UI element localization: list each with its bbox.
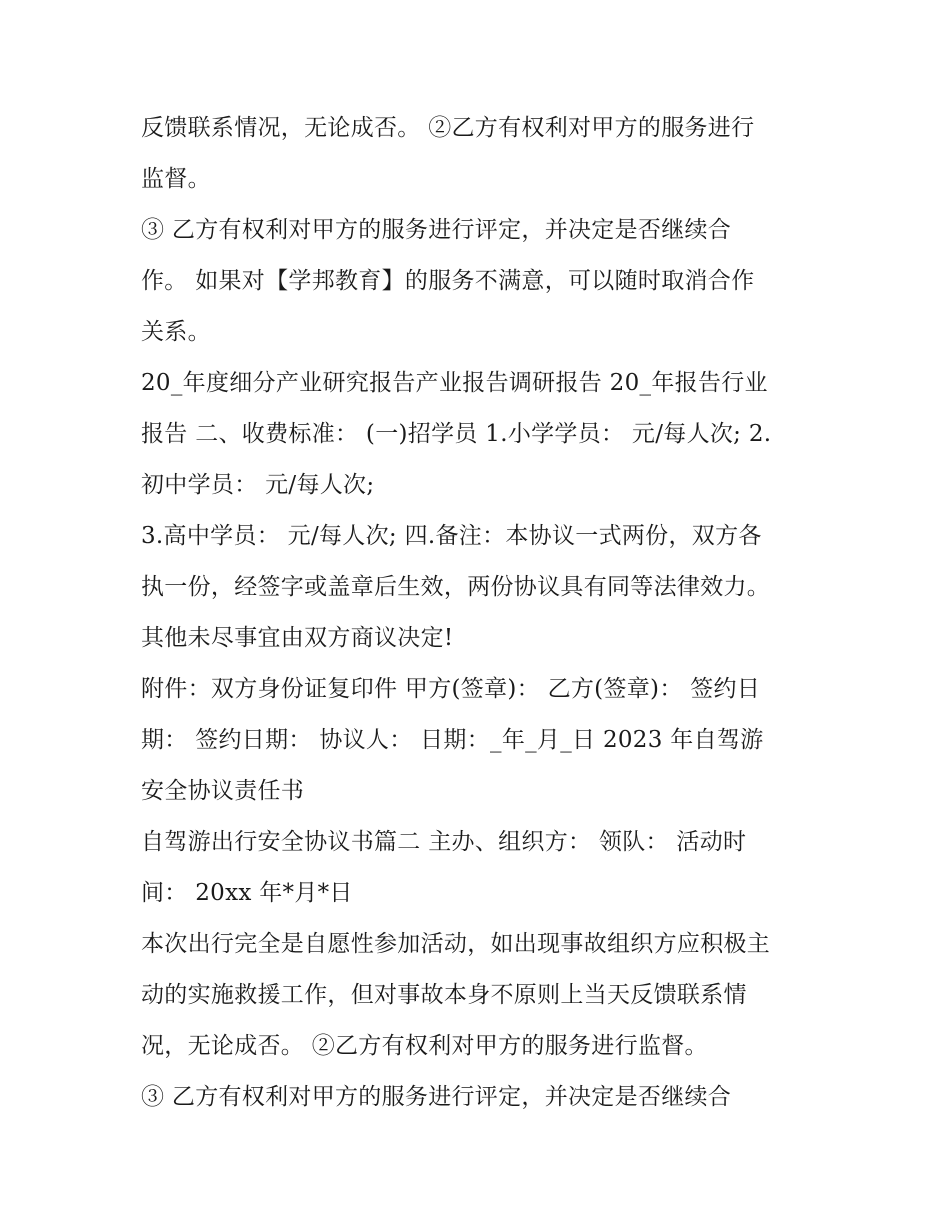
text-line: ③ 乙方有权利对甲方的服务进行评定，并决定是否继续合 bbox=[141, 1084, 732, 1110]
document-body bbox=[141, 103, 821, 1123]
text-line: 作。 如果对【学邦教育】的服务不满意，可以随时取消合作 bbox=[141, 268, 755, 294]
text-line: 自驾游出行安全协议书篇二 主办、组织方： 领队： 活动时 bbox=[141, 829, 747, 855]
text-line: 报告 二、收费标准： (一)招学员 1.小学学员： 元/每人次; 2. bbox=[141, 421, 772, 447]
text-line: 况，无论成否。 ②乙方有权利对甲方的服务进行监督。 bbox=[141, 1033, 708, 1059]
text-line: 附件：双方身份证复印件 甲方(签章)： 乙方(签章)： 签约日 bbox=[141, 676, 761, 702]
text-line: 执一份，经签字或盖章后生效，两份协议具有同等法律效力。 bbox=[141, 574, 771, 600]
text-line: ③ 乙方有权利对甲方的服务进行评定，并决定是否继续合 bbox=[141, 217, 732, 243]
text-line: 期： 签约日期： 协议人： 日期：_年_月_日 2023 年自驾游 bbox=[141, 727, 764, 753]
text-line: 关系。 bbox=[141, 319, 211, 345]
text-line: 20_年度细分产业研究报告产业报告调研报告 20_年报告行业 bbox=[141, 370, 768, 396]
text-line: 安全协议责任书 bbox=[141, 778, 305, 804]
text-line: 监督。 bbox=[141, 166, 211, 192]
text-line: 间： 20xx 年*月*日 bbox=[141, 880, 353, 906]
text-line: 反馈联系情况，无论成否。 ②乙方有权利对甲方的服务进行 bbox=[141, 115, 755, 141]
text-line: 动的实施救援工作，但对事故本身不原则上当天反馈联系情 bbox=[141, 982, 747, 1008]
text-line: 本次出行完全是自愿性参加活动，如出现事故组织方应积极主 bbox=[141, 931, 771, 957]
text-line: 初中学员： 元/每人次; bbox=[141, 472, 375, 498]
text-line: 其他未尽事宜由双方商议决定! bbox=[141, 625, 454, 651]
text-line: 3.高中学员： 元/每人次; 四.备注：本协议一式两份，双方各 bbox=[141, 523, 762, 549]
